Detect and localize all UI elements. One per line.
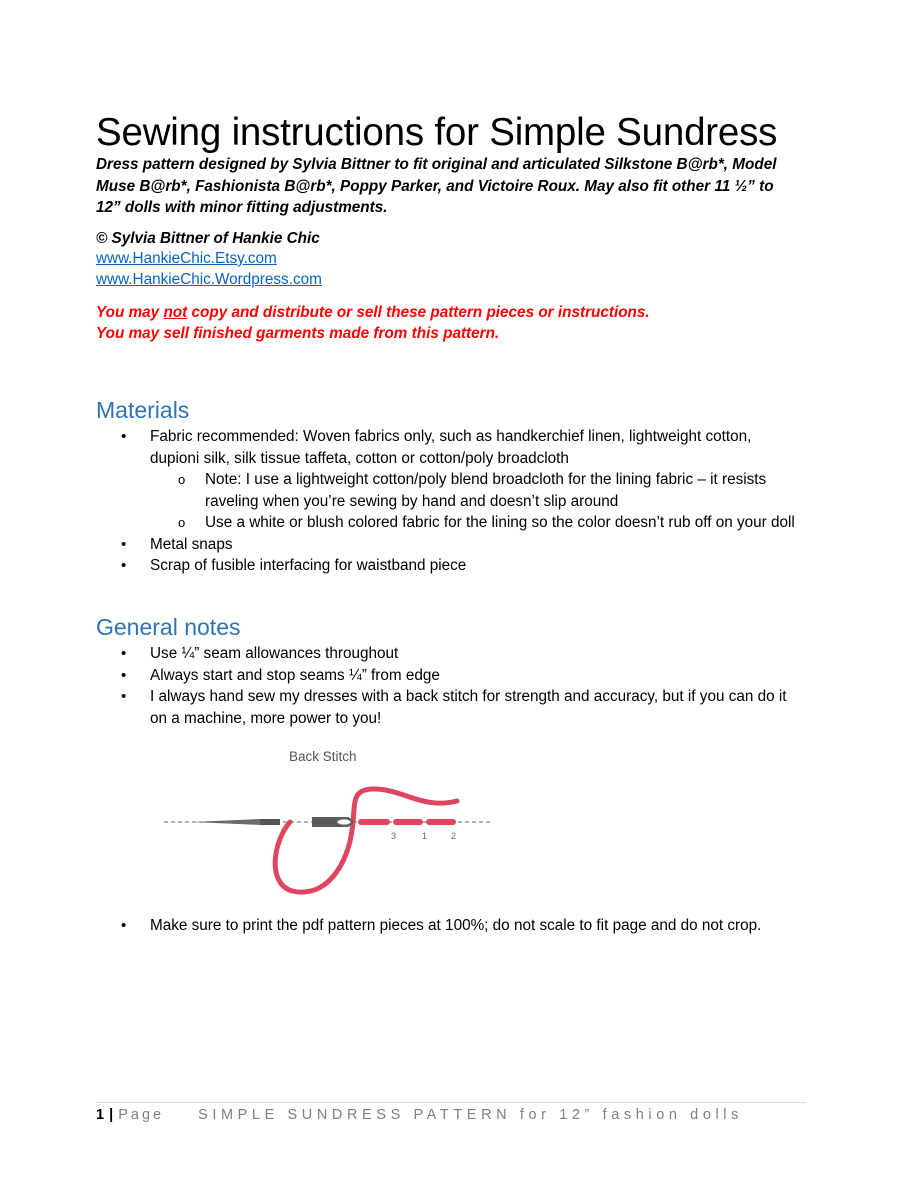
back-stitch-illustration bbox=[162, 745, 492, 905]
page-word: Page bbox=[118, 1107, 165, 1123]
stitch-number-1: 1 bbox=[422, 831, 428, 841]
sub-list-item: o Use a white or blush colored fabric for the lining so the color doesn’t rub off on your doll bbox=[150, 512, 796, 534]
warning-suffix: copy and distribute or sell these pattern pieces or instructions. bbox=[187, 304, 650, 321]
warning-prefix: You may bbox=[96, 304, 164, 321]
list-item bbox=[96, 426, 796, 534]
page-footer bbox=[96, 1105, 743, 1125]
page-number: 1 bbox=[96, 1107, 105, 1123]
needle-tip bbox=[192, 819, 262, 825]
needle-shaft bbox=[260, 819, 280, 825]
materials-list bbox=[96, 426, 796, 577]
figure-label: Back Stitch bbox=[289, 749, 357, 764]
stitch-number-3: 3 bbox=[391, 831, 397, 841]
materials-heading: Materials bbox=[96, 397, 190, 423]
list-item-text: Fabric recommended: Woven fabrics only, such as handkerchief linen, lightweight cotton, dupioni silk, silk tissue taffeta, cotton or cotton/poly broadcloth bbox=[150, 428, 752, 467]
back-stitch-figure bbox=[162, 745, 492, 905]
general-notes-heading: General notes bbox=[96, 614, 241, 640]
footer-title: SIMPLE SUNDRESS PATTERN for 12” fashion dolls bbox=[198, 1107, 743, 1123]
stitch-segment bbox=[358, 819, 390, 825]
list-item: • Metal snaps bbox=[96, 534, 796, 556]
warning-emphasis: not bbox=[163, 304, 188, 321]
list-item: • Scrap of fusible interfacing for waistband piece bbox=[96, 555, 796, 577]
etsy-link[interactable]: www.HankieChic.Etsy.com bbox=[96, 250, 277, 267]
list-item: • I always hand sew my dresses with a back stitch for strength and accuracy, but if you can do it on a machine, more power to you! bbox=[96, 686, 796, 729]
list-item: • Make sure to print the pdf pattern pieces at 100%; do not scale to fit page and do not crop. bbox=[96, 915, 796, 937]
footer-divider bbox=[96, 1102, 806, 1103]
sub-list-item: o Note: I use a lightweight cotton/poly blend broadcloth for the lining fabric – it resists raveling when you’re sewing by hand and doesn’t slip around bbox=[150, 469, 796, 512]
wordpress-link[interactable]: www.HankieChic.Wordpress.com bbox=[96, 271, 322, 288]
general-notes-list bbox=[96, 643, 796, 729]
copy-warning bbox=[96, 303, 650, 323]
thread-loop bbox=[275, 789, 457, 892]
list-item: • Use ¼” seam allowances throughout bbox=[96, 643, 796, 665]
list-item: • Always start and stop seams ¼” from edge bbox=[96, 665, 796, 687]
stitch-segment bbox=[426, 819, 456, 825]
sell-notice: You may sell finished garments made from this pattern. bbox=[96, 325, 500, 342]
copyright-line: © Sylvia Bittner of Hankie Chic bbox=[96, 230, 320, 247]
stitch-segment bbox=[393, 819, 423, 825]
print-notes-list bbox=[96, 915, 796, 937]
page-title: Sewing instructions for Simple Sundress bbox=[96, 111, 778, 154]
needle-eye-hole bbox=[337, 819, 351, 825]
footer-separator: | bbox=[109, 1107, 114, 1123]
stitch-number-2: 2 bbox=[451, 831, 457, 841]
subtitle: Dress pattern designed by Sylvia Bittner to fit original and articulated Silkstone B@rb*, Model Muse B@rb*, Fashionista B@rb*, Poppy Parker, and Victoire Roux. May also fit other 11 ½” to 12” dolls with minor fitting adjustments. bbox=[96, 156, 777, 216]
materials-sublist bbox=[150, 469, 796, 534]
